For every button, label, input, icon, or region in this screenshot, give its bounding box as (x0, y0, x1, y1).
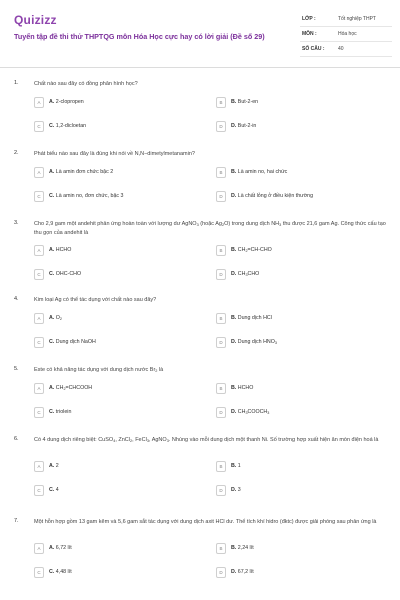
question-text: Có 4 dung dịch riêng biệt: CuSO$_4$, ZnCl$_2$, FeCl$_3$, AgNO$_3$. Nhúng vào mỗi dung dịch một thanh Ni. Số trường hợp xuất hiện ăn mòn điện hoá là (34, 437, 379, 443)
option-text: D. 3 (231, 487, 241, 493)
option-letter-box: A (34, 383, 44, 394)
question-text: Cho 2,9 gam một andehit phản ứng hoàn toàn với lượng dư AgNO$_3$ (hoặc $Ag_2O$) trong dung dịch $NH_3$ thu được 21,6 gam Ag. Công thức cấu tạo thu gọn của andehit là (34, 221, 386, 236)
option-letter-box: D (216, 191, 226, 202)
option-text: C. OHC-CHO (49, 271, 82, 277)
option-text: C. 1,2-dicloetan (49, 123, 87, 129)
option-text: A. Là amin đơn chức bậc 2 (49, 169, 114, 175)
answer-option-a[interactable] (34, 313, 184, 324)
option-text: C. triolein (49, 409, 72, 415)
option-letter-box: D (216, 485, 226, 496)
option-letter-box: C (34, 485, 44, 496)
answer-option-a[interactable] (34, 461, 184, 472)
option-text: A. $CH_2=CHCOOH$ (49, 385, 93, 391)
option-text: A. $O_2$ (49, 315, 62, 321)
answer-option-a[interactable] (34, 383, 184, 394)
option-letter-box: C (34, 269, 44, 280)
option-letter-box: C (34, 567, 44, 578)
option-letter-box: A (34, 461, 44, 472)
answer-option-b[interactable] (216, 383, 366, 394)
question-number: 2. (14, 150, 19, 156)
meta-row-count (300, 42, 392, 57)
option-letter-box: B (216, 383, 226, 394)
question-number: 6. (14, 436, 19, 442)
question-number: 3. (14, 220, 19, 226)
question-text: Chất nào sau đây có đồng phân hình học? (34, 81, 138, 87)
answer-option-c[interactable] (34, 191, 184, 202)
option-text: D. $CH_3COOCH_3$ (231, 409, 270, 415)
answer-option-d[interactable] (216, 567, 366, 578)
option-text: B. 2,24 lít (231, 545, 254, 551)
answer-option-b[interactable] (216, 97, 366, 108)
answer-option-d[interactable] (216, 337, 366, 348)
answer-option-a[interactable] (34, 543, 184, 554)
option-text: A. 2-clopropen (49, 99, 84, 105)
option-text: C. 4 (49, 487, 59, 493)
option-letter-box: B (216, 543, 226, 554)
question-text: Một hỗn hợp gồm 13 gam kẽm và 5,6 gam sắt tác dụng với dung dịch axit HCl dư. Thể tích khí hidro (đktc) được giải phóng sau phản ứng là (34, 519, 377, 525)
answer-option-b[interactable] (216, 461, 366, 472)
answer-option-d[interactable] (216, 407, 366, 418)
option-letter-box: C (34, 191, 44, 202)
document-header (0, 0, 400, 68)
question-number: 7. (14, 518, 19, 524)
option-letter-box: A (34, 543, 44, 554)
meta-row-subject (300, 27, 392, 42)
answer-option-c[interactable] (34, 337, 184, 348)
option-letter-box: C (34, 121, 44, 132)
document-title: Tuyển tập đề thi thử THPTQG môn Hóa Học cực hay có lời giải (Đề số 29) (14, 32, 265, 41)
option-letter-box: D (216, 407, 226, 418)
option-text: A. 2 (49, 463, 59, 469)
question-text: Este có khả năng tác dụng với dung dịch nước $Br_2$ là (34, 367, 164, 373)
meta-label: LỚP : (302, 16, 316, 22)
option-letter-box: C (34, 407, 44, 418)
meta-label: SỐ CÂU : (302, 46, 325, 52)
answer-option-a[interactable] (34, 167, 184, 178)
option-text: B. But-2-en (231, 99, 259, 105)
answer-option-c[interactable] (34, 121, 184, 132)
question-text: Kim loại Ag có thể tác dụng với chất nào sau đây? (34, 297, 157, 303)
answer-option-b[interactable] (216, 543, 366, 554)
answer-option-b[interactable] (216, 245, 366, 256)
option-text: D. Là chất lỏng ở điều kiện thường (231, 193, 314, 199)
option-text: D. $CH_3CHO$ (231, 271, 260, 277)
option-text: D. Dung dịch $HNO_3$ (231, 339, 277, 345)
question-number: 1. (14, 80, 19, 86)
option-text: B. Dung dịch HCl (231, 315, 272, 321)
option-letter-box: D (216, 121, 226, 132)
option-letter-box: A (34, 167, 44, 178)
answer-option-b[interactable] (216, 313, 366, 324)
answer-option-a[interactable] (34, 245, 184, 256)
meta-row-class (300, 12, 392, 27)
answer-option-c[interactable] (34, 485, 184, 496)
answer-option-d[interactable] (216, 269, 366, 280)
answer-option-c[interactable] (34, 407, 184, 418)
option-text: D. But-2-in (231, 123, 257, 129)
answer-option-d[interactable] (216, 485, 366, 496)
option-letter-box: B (216, 461, 226, 472)
answer-option-a[interactable] (34, 97, 184, 108)
question-number: 5. (14, 366, 19, 372)
answer-option-d[interactable] (216, 191, 366, 202)
answer-option-b[interactable] (216, 167, 366, 178)
answer-option-c[interactable] (34, 269, 184, 280)
question-number: 4. (14, 296, 19, 302)
option-text: B. HCHO (231, 385, 254, 391)
meta-value: Hóa học (338, 31, 357, 37)
meta-label: MÔN : (302, 31, 317, 37)
option-letter-box: C (34, 337, 44, 348)
quizizz-logo: Quizizz (14, 13, 57, 27)
option-letter-box: B (216, 245, 226, 256)
option-letter-box: D (216, 567, 226, 578)
option-text: A. 6,72 lít (49, 545, 72, 551)
option-text: B. $CH_2=CH$-CHO (231, 247, 272, 253)
option-text: C. Là amin no, đơn chức, bậc 3 (49, 193, 124, 199)
option-letter-box: B (216, 97, 226, 108)
option-text: C. Dung dịch NaOH (49, 339, 96, 345)
option-letter-box: A (34, 245, 44, 256)
option-letter-box: A (34, 313, 44, 324)
option-letter-box: A (34, 97, 44, 108)
question-text: Phát biểu nào sau đây là đúng khi nói về N,N−dimetylmetanamin? (34, 151, 195, 157)
option-text: B. 1 (231, 463, 241, 469)
option-text: A. HCHO (49, 247, 72, 253)
option-text: B. Là amin no, hai chức (231, 169, 288, 175)
option-letter-box: D (216, 269, 226, 280)
option-letter-box: D (216, 337, 226, 348)
meta-panel (300, 12, 392, 57)
option-letter-box: B (216, 167, 226, 178)
answer-option-d[interactable] (216, 121, 366, 132)
meta-value: 40 (338, 46, 344, 52)
option-letter-box: B (216, 313, 226, 324)
option-text: C. 4,48 lít (49, 569, 72, 575)
answer-option-c[interactable] (34, 567, 184, 578)
option-text: D. 67,2 lít (231, 569, 254, 575)
meta-value: Tốt nghiệp THPT (338, 16, 376, 22)
